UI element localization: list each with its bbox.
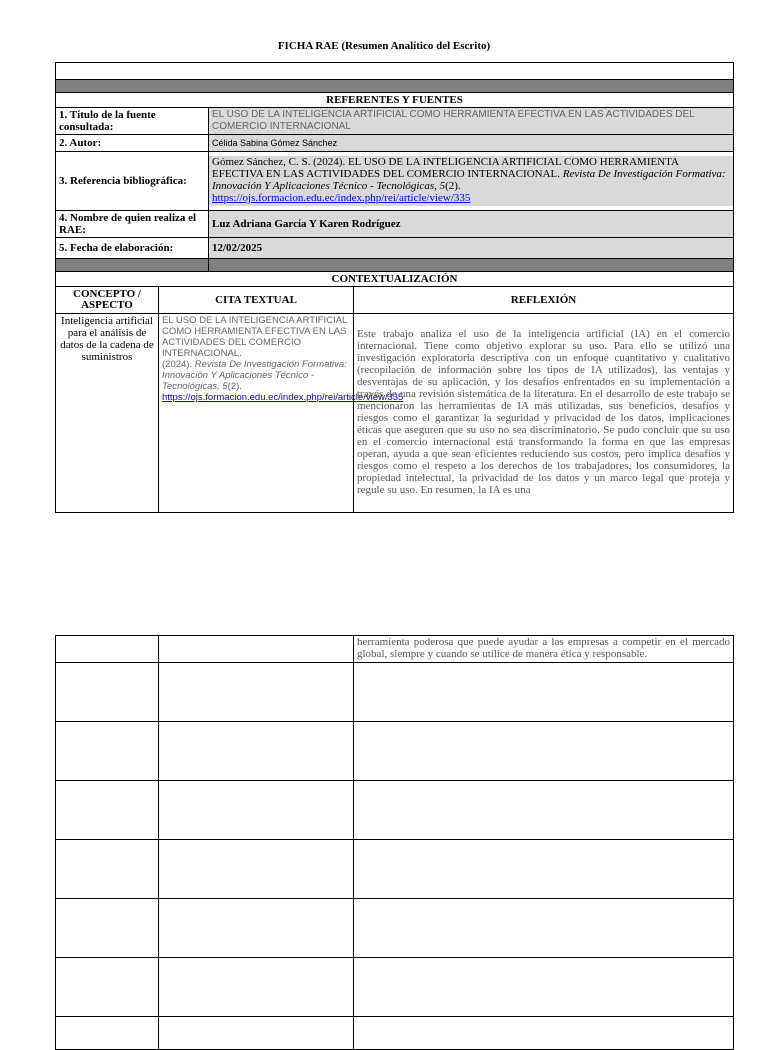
document-title: FICHA RAE (Resumen Analítico del Escrito) (277, 40, 491, 52)
empty-cell[interactable] (159, 1017, 354, 1050)
cita-link[interactable]: https://ojs.formacion.edu.ec/index.php/rei/article/view/335 (162, 392, 404, 403)
empty-cell[interactable] (159, 722, 354, 781)
empty-cell[interactable] (354, 840, 734, 899)
empty-row-4 (56, 840, 734, 899)
titulo-row (56, 108, 734, 135)
empty-cell[interactable] (354, 899, 734, 958)
dark-band-row-2 (56, 259, 734, 272)
referentes-heading: REFERENTES Y FUENTES (56, 93, 734, 108)
col-reflexion-header: REFLEXIÓN (354, 287, 734, 314)
cita-journal: Revista De Investigación Formativa: Innovación Y Aplicaciones Técnico - Tecnológicas (162, 359, 347, 392)
cita-cell-cont[interactable] (159, 636, 354, 663)
referencia-issue: (2). (445, 180, 461, 192)
empty-cell[interactable] (159, 958, 354, 1017)
nombre-label: 4. Nombre de quien realiza el RAE: (56, 211, 209, 238)
contexto-columns-row (56, 287, 734, 314)
autor-row (56, 135, 734, 152)
empty-row-3 (56, 781, 734, 840)
reflexion-cell[interactable]: Este trabajo analiza el uso de la inteligencia artificial (IA) en el comercio internacional. Tiene como objetivo explorar su uso. Para ello se utilizó una investigación exploratoria descriptiva con un enfoque cuantitativo y cualitativo (recopilación de información sobre los tipos de IA utilizados), las ventajas y desventajas de su aplicación, y los desafíos enfrentados en su implementación a través de una revisión sistemática de la literatura. En el desarrollo de este trabajo se mencionaron las herramientas de IA más utilizadas, sus beneficios, desafíos y riesgos como el garantizar la seguridad y privacidad de los datos, implicaciones éticas que aseguren que su uso no sea discriminatorio. Se pudo concluir que su uso en el comercio internacional está transformando la forma en que las empresas operan, ayuda a que sean eficientes reduciendo sus costos, pero implica desafíos y riesgos como el respeto a los derechos de los trabajadores, los consumidores, la propiedad intelectual, la privacidad de los datos y un marco legal que proteja y regule su uso. En resumen, la IA es una (354, 314, 734, 513)
dark-band-row (56, 80, 734, 93)
concepto-cell[interactable]: Inteligencia artificial para el análisis de datos de la cadena de suministros (56, 314, 159, 513)
referencia-journal: Revista De Investigación Formativa: Innovación Y Aplicaciones Técnico - Tecnológicas (212, 168, 726, 192)
cita-year: (2024). (162, 359, 193, 370)
cita-issue: (2). (227, 381, 242, 392)
concepto-cell-cont[interactable] (56, 636, 159, 663)
empty-cell[interactable] (159, 840, 354, 899)
continuation-row (56, 636, 734, 663)
empty-cell[interactable] (354, 781, 734, 840)
cita-cell[interactable] (159, 314, 404, 513)
empty-cell[interactable] (56, 840, 159, 899)
empty-row-2 (56, 722, 734, 781)
empty-row-5 (56, 899, 734, 958)
empty-cell[interactable] (159, 663, 354, 722)
contexto-heading-row (56, 272, 734, 287)
autor-value[interactable]: Célida Sabina Gómez Sánchez (209, 135, 734, 152)
empty-cell[interactable] (56, 958, 159, 1017)
referencia-volume: 5 (439, 180, 446, 192)
empty-cell[interactable] (56, 899, 159, 958)
empty-cell[interactable] (56, 722, 159, 781)
empty-cell[interactable] (56, 781, 159, 840)
nombre-row (56, 211, 734, 238)
nombre-value[interactable]: Luz Adriana García Y Karen Rodríguez (209, 211, 734, 238)
fecha-value[interactable]: 12/02/2025 (209, 238, 734, 259)
cita-title: EL USO DE LA INTELIGENCIA ARTIFICIAL COMO HERRAMIENTA EFECTIVA EN LAS ACTIVIDADES DEL COMERCIO INTERNACIONAL. (162, 315, 347, 359)
autor-label: 2. Autor: (56, 135, 209, 152)
empty-row-1 (56, 663, 734, 722)
empty-cell[interactable] (354, 1017, 734, 1050)
referentes-heading-row (56, 93, 734, 108)
titulo-value[interactable]: EL USO DE LA INTELIGENCIA ARTIFICIAL COMO HERRAMIENTA EFECTIVA EN LAS ACTIVIDADES DEL COMERCIO INTERNACIONAL (209, 108, 734, 135)
empty-row-6 (56, 958, 734, 1017)
rae-table-page-1 (55, 62, 733, 513)
contexto-heading: CONTEXTUALIZACIÓN (56, 272, 734, 287)
reflexion-cell-cont[interactable]: herramienta poderosa que puede ayudar a las empresas a competir en el mercado global, siempre y cuando se utilice de manera ética y responsable. (354, 636, 734, 663)
fecha-row (56, 238, 734, 259)
referencia-row (56, 152, 734, 211)
empty-cell[interactable] (159, 781, 354, 840)
referencia-label: 3. Referencia bibliográfica: (56, 152, 209, 211)
empty-cell[interactable] (159, 899, 354, 958)
empty-cell[interactable] (56, 1017, 159, 1050)
contexto-entry-row (56, 314, 734, 513)
referencia-link[interactable]: https://ojs.formacion.edu.ec/index.php/rei/article/view/335 (212, 192, 471, 204)
fecha-label: 5. Fecha de elaboración: (56, 238, 209, 259)
empty-cell[interactable] (354, 663, 734, 722)
rae-table-page-2 (55, 635, 733, 1050)
titulo-label: 1. Título de la fuente consultada: (56, 108, 209, 135)
empty-cell[interactable] (354, 958, 734, 1017)
cita-vol: , 5 (217, 381, 228, 392)
empty-row-7 (56, 1017, 734, 1050)
referencia-text: Gómez Sánchez, C. S. (2024). EL USO DE LA INTELIGENCIA ARTIFICIAL COMO HERRAMIENTA EFECTIVA EN LAS ACTIVIDADES DEL COMERCIO INTERNACIONAL. (212, 156, 679, 180)
empty-cell[interactable] (354, 722, 734, 781)
col-cita-header: CITA TEXTUAL (159, 287, 354, 314)
blank-top-row (56, 63, 734, 80)
empty-cell[interactable] (56, 663, 159, 722)
col-concepto-header: CONCEPTO / ASPECTO (56, 287, 159, 314)
referencia-value[interactable]: Gómez Sánchez, C. S. (2024). EL USO DE LA INTELIGENCIA ARTIFICIAL COMO HERRAMIENTA EFECTIVA EN LAS ACTIVIDADES DEL COMERCIO INTERNACIONAL. Revista De Investigación Formativa: Innovación Y Aplicaciones Técnico - Tecnológicas, 5(2). https://ojs.formacion.edu.ec/index.php/rei/article/view/335 (209, 152, 734, 211)
